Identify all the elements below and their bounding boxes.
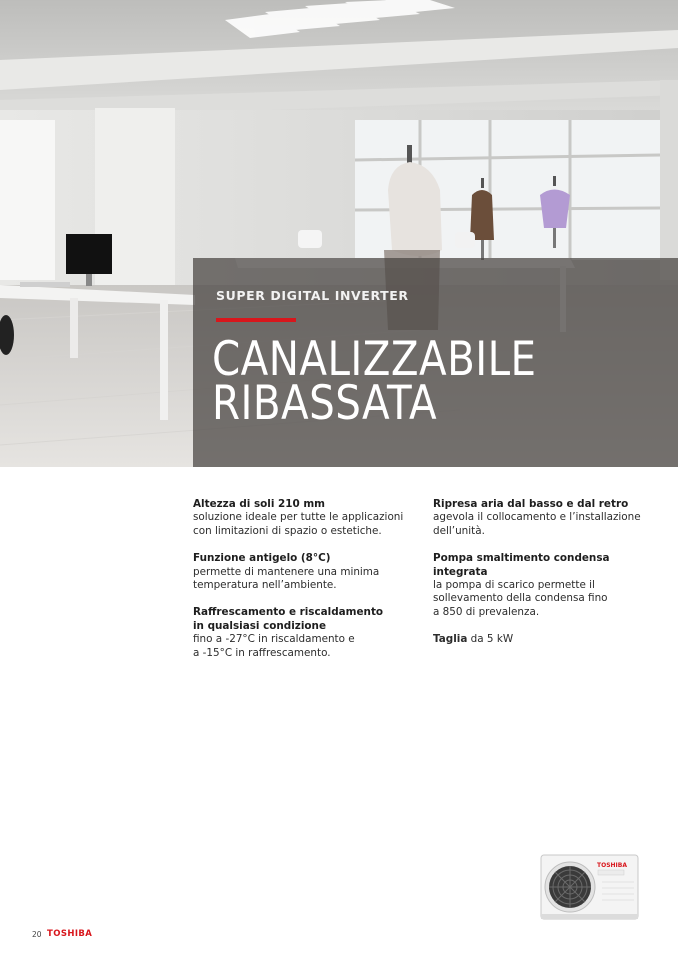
feature-item	[193, 552, 425, 592]
feature-item	[433, 552, 665, 619]
brand-logo: TOSHIBA	[47, 929, 93, 939]
feature-item	[433, 498, 665, 538]
title-line-2: RIBASSATA	[212, 376, 438, 431]
feature-title: Funzione antigelo (8°C)	[193, 552, 331, 565]
feature-title: Pompa smaltimento condensa integrata	[433, 552, 610, 578]
outdoor-unit-image	[540, 854, 639, 920]
feature-title: Raffrescamento e riscaldamento in qualsiasi condizione	[193, 606, 384, 632]
feature-description: agevola il collocamento e l’installazione dell’unità.	[433, 511, 641, 537]
feature-description: fino a -27°C in riscaldamento e a -15°C in raffrescamento.	[193, 633, 355, 659]
page-title	[212, 332, 537, 431]
product-line-label: SUPER DIGITAL INVERTER	[216, 288, 409, 303]
feature-item	[193, 498, 425, 538]
feature-item	[193, 606, 425, 660]
page-number: 20	[32, 930, 42, 939]
capacity-info	[433, 633, 665, 646]
title-line-1: CANALIZZABILE	[212, 332, 537, 387]
feature-title: Ripresa aria dal basso e dal retro	[433, 498, 629, 510]
feature-description: soluzione ideale per tutte le applicazioni con limitazioni di spazio o estetiche.	[193, 511, 404, 537]
features-left-column	[193, 498, 425, 674]
accent-bar	[216, 318, 296, 322]
capacity-value: da 5 kW	[470, 633, 514, 646]
capacity-label: Taglia	[433, 633, 468, 646]
feature-description: la pompa di scarico permette il sollevamento della condensa fino a 850 di prevalenza.	[433, 579, 608, 618]
features-right-column	[433, 498, 665, 661]
feature-description: permette di mantenere una minima temperatura nell’ambiente.	[193, 565, 380, 592]
feature-title: Altezza di soli 210 mm	[193, 498, 325, 510]
product-brand-mark: TOSHIBA	[597, 862, 627, 869]
